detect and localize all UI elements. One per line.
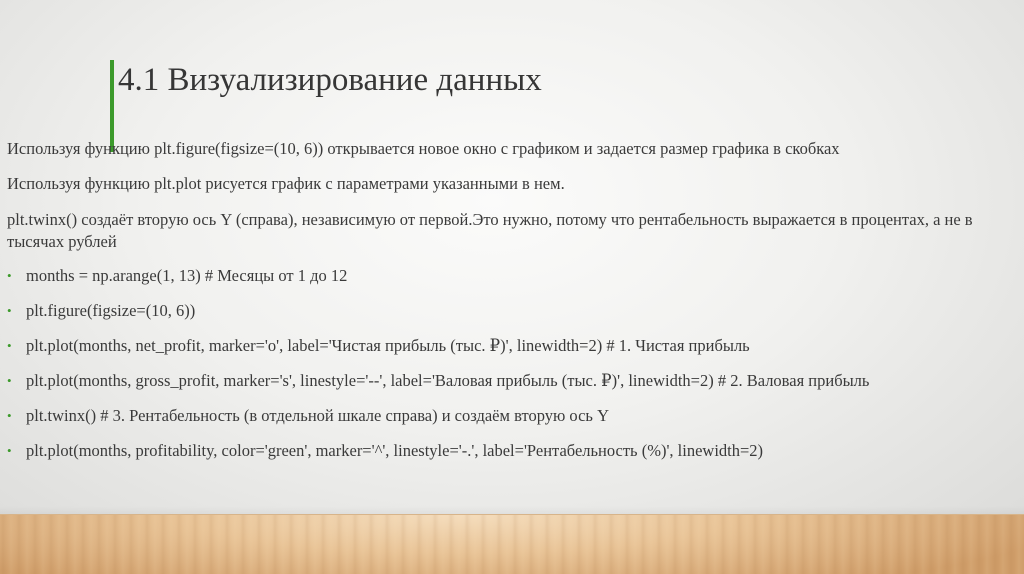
code-bullet-list (7, 265, 1007, 462)
code-line-gross-profit: plt.plot(months, gross_profit, marker='s', linestyle='--', label='Валовая прибыль (тыс. ₽)', linewidth=2) # 2. Валовая прибыль (26, 371, 870, 390)
slide-body (7, 138, 1007, 475)
list-item (7, 405, 1007, 427)
code-line-net-profit: plt.plot(months, net_profit, marker='o', label='Чистая прибыль (тыс. ₽)', linewidth=2) # 1. Чистая прибыль (26, 336, 750, 355)
wooden-floor-decoration (0, 514, 1024, 574)
paragraph-twinx: plt.twinx() создаёт вторую ось Y (справа), независимую от первой.Это нужно, потому что рентабельность выражается в процентах, а не в тысячах рублей (7, 210, 973, 251)
list-item (7, 370, 1007, 392)
paragraph-figure: Используя функцию plt.figure(figsize=(10, 6)) открывается новое окно с графиком и задается размер графика в скобках (7, 139, 840, 158)
paragraph-plot: Используя функцию plt.plot рисуется график с параметрами указанными в нем. (7, 174, 565, 193)
list-item (7, 265, 1007, 287)
bullet-icon: • (7, 408, 12, 423)
bullet-icon: • (7, 373, 12, 388)
list-item (7, 335, 1007, 357)
slide-title: 4.1 Визуализирование данных (118, 62, 542, 98)
code-line-months: months = np.arange(1, 13) # Месяцы от 1 до 12 (26, 266, 348, 285)
bullet-icon: • (7, 268, 12, 283)
code-line-twinx: plt.twinx() # 3. Рентабельность (в отдельной шкале справа) и создаём вторую ось Y (26, 406, 609, 425)
list-item (7, 440, 1007, 462)
list-item (7, 300, 1007, 322)
bullet-icon: • (7, 338, 12, 353)
bullet-icon: • (7, 443, 12, 458)
bullet-icon: • (7, 303, 12, 318)
code-line-figure: plt.figure(figsize=(10, 6)) (26, 301, 196, 320)
code-line-profitability: plt.plot(months, profitability, color='green', marker='^', linestyle='-.', label='Рентабельность (%)', linewidth=2) (26, 441, 764, 460)
